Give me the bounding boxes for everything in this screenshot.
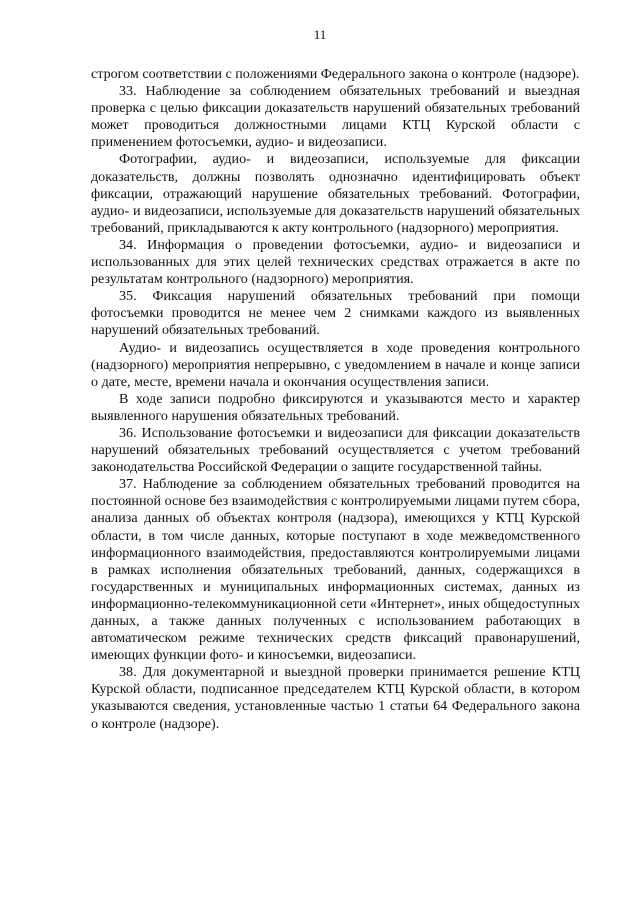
paragraph-35: 35. Фиксация нарушений обязательных требований при помощи фотосъемки проводится не менее чем 2 снимками каждого из выявленных нарушений обязательных требований. — [91, 288, 580, 339]
document-body — [91, 66, 580, 733]
paragraph-continuation: строгом соответствии с положениями Федерального закона о контроле (надзоре). — [91, 66, 580, 82]
paragraph-35-details: В ходе записи подробно фиксируются и указываются место и характер выявленного нарушения обязательных требований. — [91, 390, 580, 424]
paragraph-38: 38. Для документарной и выездной проверки принимается решение КТЦ Курской области, подписанное председателем КТЦ Курской области, в котором указываются сведения, установленные частью 1 статьи 64 Федерального закона о контроле (надзоре). — [91, 664, 580, 732]
paragraph-34: 34. Информация о проведении фотосъемки, аудио- и видеозаписи и использованных для этих целей технических средствах отражается в акте по результатам контрольного (надзорного) мероприятия. — [91, 236, 580, 288]
paragraph-33-photos: Фотографии, аудио- и видеозаписи, используемые для фиксации доказательств, должны позволять однозначно идентифицировать объект фиксации, отражающий нарушение обязательных требований. Фотографии, аудио- и видеозаписи, используемые для доказательств нарушений обязательных требований, прикладываются к акту контрольного (надзорного) мероприятия. — [91, 151, 580, 236]
paragraph-35-recording: Аудио- и видеозапись осуществляется в ходе проведения контрольного (надзорного) мероприятия непрерывно, с уведомлением в начале и конце записи о дате, месте, времени начала и окончания осуществления записи. — [91, 339, 580, 390]
page-number: 11 — [313, 27, 327, 42]
paragraph-36: 36. Использование фотосъемки и видеозаписи для фиксации доказательств нарушений обязательных требований осуществляется с учетом требований законодательства Российской Федерации о защите государственной тайны. — [91, 424, 580, 476]
paragraph-33: 33. Наблюдение за соблюдением обязательных требований и выездная проверка с целью фиксации доказательств нарушений обязательных требований может проводиться должностными лицами КТЦ Курской области с применением фотосъемки, аудио- и видеозаписи. — [91, 83, 580, 151]
paragraph-37: 37. Наблюдение за соблюдением обязательных требований проводится на постоянной основе без взаимодействия с контролируемыми лицами путем сбора, анализа данных об объектах контроля (надзора), имеющихся у КТЦ Курской области, в том числе данных, которые поступают в ходе межведомственного информационного взаимодействия, предоставляются контролируемыми лицами в рамках исполнения обязательных требований, данных, содержащихся в государственных и муниципальных информационных системах, данных из информационно-телекоммуникационной сети «Интернет», иных общедоступных данных, а также данных полученных с использованием работающих в автоматическом режиме технических средств фиксаций правонарушений, имеющих функции фото- и киносъемки, видеозаписи. — [91, 476, 580, 664]
